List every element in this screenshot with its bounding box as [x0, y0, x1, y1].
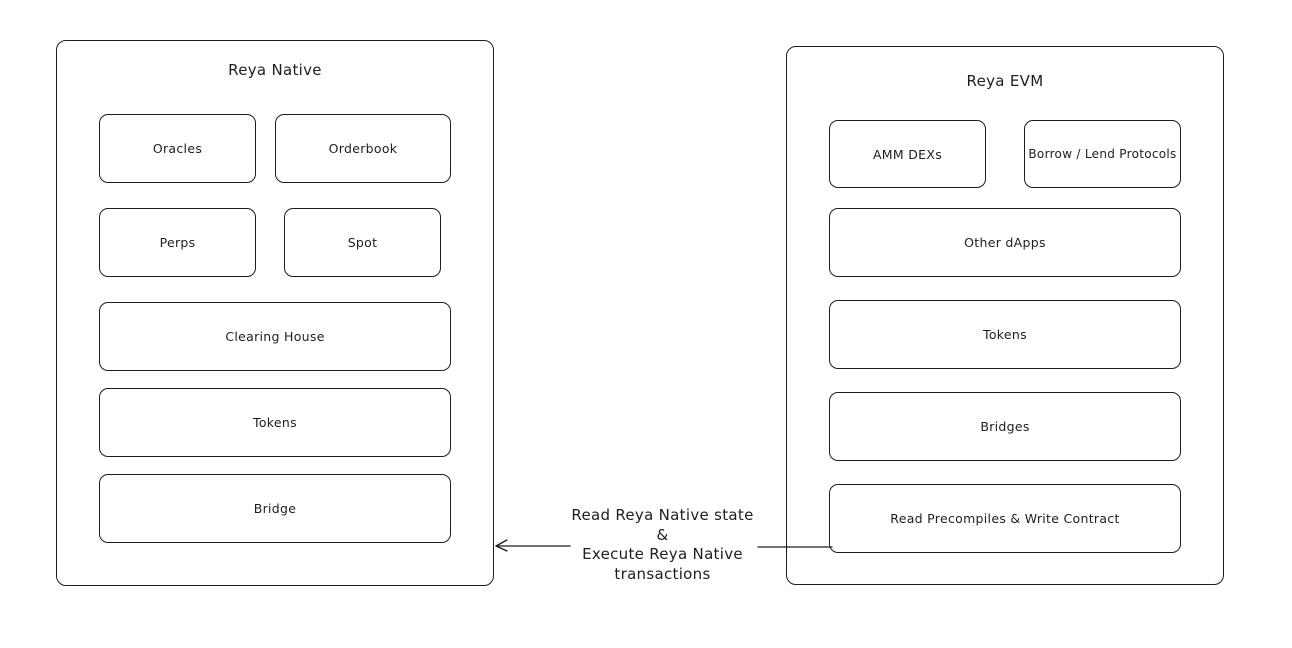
spot-box: Spot — [284, 208, 441, 277]
connector-line3: Execute Reya Native — [582, 545, 743, 563]
bridge-box: Bridge — [99, 474, 451, 543]
reya-native-title: Reya Native — [228, 61, 322, 79]
oracles-box: Oracles — [99, 114, 256, 183]
connector-line1: Read Reya Native state — [571, 506, 754, 524]
orderbook-box: Orderbook — [275, 114, 451, 183]
reya-evm-title: Reya EVM — [966, 72, 1044, 90]
evm-tokens-box: Tokens — [829, 300, 1181, 369]
bridges-box: Bridges — [829, 392, 1181, 461]
connector-label — [555, 506, 770, 584]
amm-dexs-box: AMM DEXs — [829, 120, 986, 188]
clearing-house-box: Clearing House — [99, 302, 451, 371]
other-dapps-box: Other dApps — [829, 208, 1181, 277]
borrow-lend-box: Borrow / Lend Protocols — [1024, 120, 1181, 188]
native-tokens-box: Tokens — [99, 388, 451, 457]
perps-box: Perps — [99, 208, 256, 277]
connector-line4: transactions — [614, 564, 711, 583]
connector-line2: & — [656, 525, 669, 544]
precompiles-box: Read Precompiles & Write Contract — [829, 484, 1181, 553]
